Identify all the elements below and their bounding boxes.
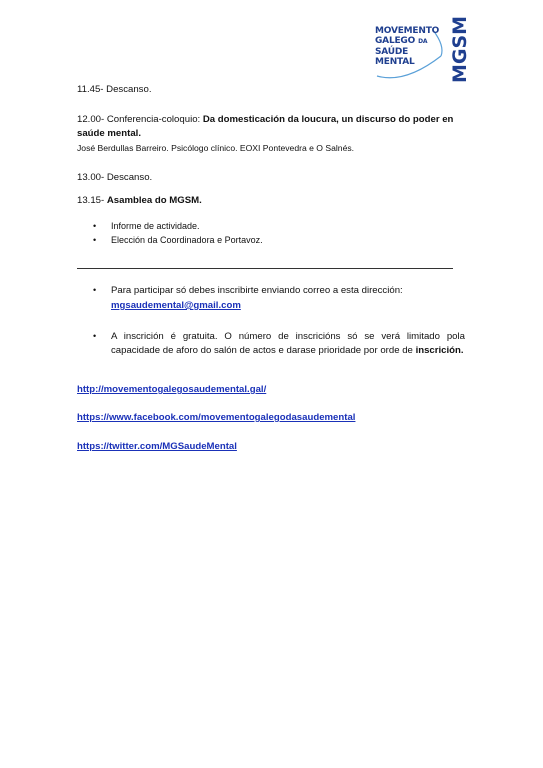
registration-note-bold: inscrición. (415, 345, 464, 356)
website-link-row[interactable] (77, 383, 266, 396)
bullet-icon: • (93, 221, 97, 231)
twitter-link[interactable]: https://twitter.com/MGSaudeMental (77, 441, 237, 452)
logo-mark (447, 15, 471, 83)
conference-speaker: José Berdullas Barreiro. Psicólogo clínico. EOXI Pontevedra e O Salnés. (77, 143, 355, 153)
logo-line-3: SAÚDE MENTAL (375, 47, 415, 67)
logo-mark-text: MGSM (449, 15, 471, 83)
schedule-item-2-prefix: 12.00- Conferencia-coloquio: (77, 114, 203, 125)
registration-instructions: Para participar só debes inscribirte enviando correo a esta dirección: (111, 285, 403, 296)
logo-text (375, 26, 443, 67)
registration-note (111, 330, 465, 358)
registration-email-link[interactable] (111, 299, 241, 312)
bullet-icon: • (93, 285, 97, 295)
logo-line-1: MOVEMENTO (375, 26, 440, 36)
conference-title-b: saúde mental. (77, 128, 141, 139)
mgsm-logo (375, 15, 473, 83)
separator-line (77, 268, 453, 269)
conference-title-line-2 (77, 127, 141, 140)
logo-line-2: GALEGO DA (375, 36, 428, 46)
list-item: Elección da Coordinadora e Portavoz. (111, 235, 263, 245)
bullet-icon: • (93, 235, 97, 245)
logo-line-2-small: DA (418, 38, 428, 45)
facebook-link[interactable]: https://www.facebook.com/movementogalegodasaudemental (77, 412, 356, 423)
facebook-link-row[interactable] (77, 411, 355, 424)
bullet-icon: • (93, 331, 97, 341)
website-link[interactable]: http://movementogalegosaudemental.gal/ (77, 384, 267, 395)
assembly-title: Asamblea do MGSM. (106, 195, 202, 206)
conference-title-a: Da domesticación da loucura, un discurso do poder en (202, 114, 454, 125)
registration-email[interactable]: mgsaudemental@gmail.com (111, 300, 241, 311)
schedule-item-1: 11.45- Descanso. (77, 84, 152, 95)
schedule-item-4 (77, 194, 202, 207)
list-item: Informe de actividade. (111, 221, 200, 231)
schedule-item-2 (77, 113, 453, 126)
schedule-item-4-prefix: 13.15- (77, 195, 107, 206)
registration-note-text: A inscrición é gratuita. O número de inscricións só se verá limitado pola capacidade de aforo do salón de actos e darase prioridade por orde de (111, 331, 465, 356)
twitter-link-row[interactable] (77, 440, 237, 453)
schedule-item-3: 13.00- Descanso. (77, 172, 153, 183)
